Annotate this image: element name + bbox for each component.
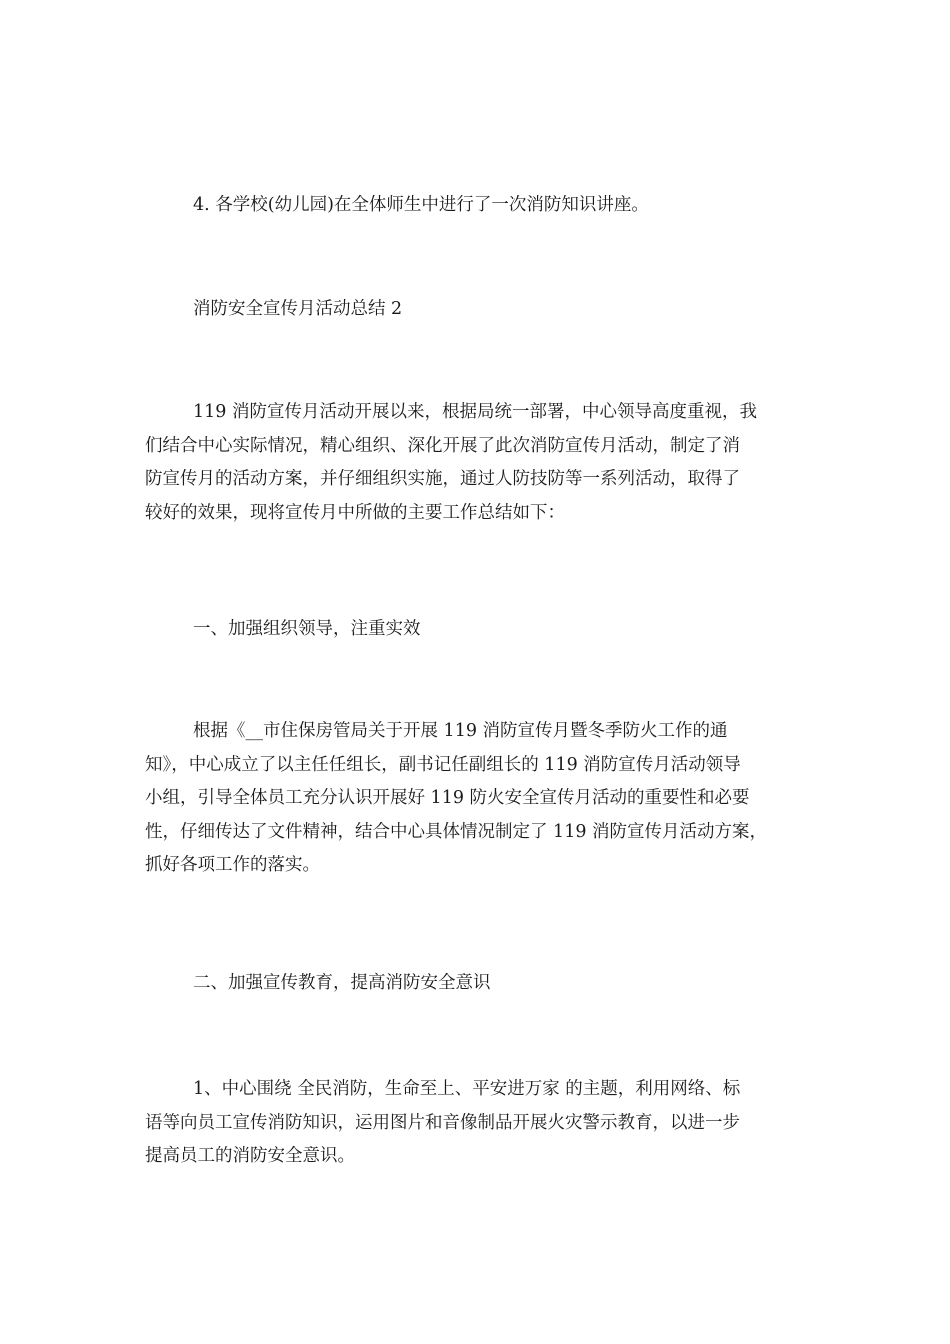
section-2-item-1-paragraph: [145, 1073, 815, 1174]
section-1-paragraph: [145, 715, 815, 883]
paragraph-line: 119 消防宣传月活动开展以来，根据局统一部署，中心领导高度重视，我: [193, 402, 757, 422]
paragraph-line: 抓好各项工作的落实。: [145, 855, 320, 875]
intro-paragraph: [145, 396, 815, 530]
paragraph-line: 性，仔细传达了文件精神，结合中心具体情况制定了 119 消防宣传月活动方案，: [145, 821, 768, 842]
list-item-4: 4. 各学校(幼儿园)在全体师生中进行了一次消防知识讲座。: [193, 195, 649, 215]
paragraph-line: 小组，引导全体员工充分认识开展好 119 防火安全宣传月活动的重要性和必要: [145, 788, 750, 808]
paragraph-line: 较好的效果，现将宣传月中所做的主要工作总结如下：: [145, 502, 565, 523]
paragraph-line: 防宣传月的活动方案，并仔细组织实施，通过人防技防等一系列活动，取得了: [145, 469, 740, 489]
section-2-heading: 二、加强宣传教育，提高消防安全意识: [193, 973, 491, 993]
paragraph-line: 1、中心围绕 全民消防，生命至上、平安进万家 的主题，利用网络、标: [193, 1079, 741, 1099]
paragraph-line: 知》，中心成立了以主任任组长，副书记任副组长的 119 消防宣传月活动领导: [145, 754, 741, 775]
paragraph-line: 语等向员工宣传消防知识，运用图片和音像制品开展火灾警示教育，以进一步: [145, 1112, 740, 1133]
paragraph-line: 提高员工的消防安全意识。: [145, 1146, 355, 1166]
paragraph-line: 们结合中心实际情况，精心组织、深化开展了此次消防宣传月活动，制定了消: [145, 435, 740, 456]
section-1-heading: 一、加强组织领导，注重实效: [193, 619, 421, 639]
section-title: 消防安全宣传月活动总结 2: [193, 299, 403, 319]
paragraph-line: 根据《__市住保房管局关于开展 119 消防宣传月暨冬季防火工作的通: [193, 721, 728, 741]
